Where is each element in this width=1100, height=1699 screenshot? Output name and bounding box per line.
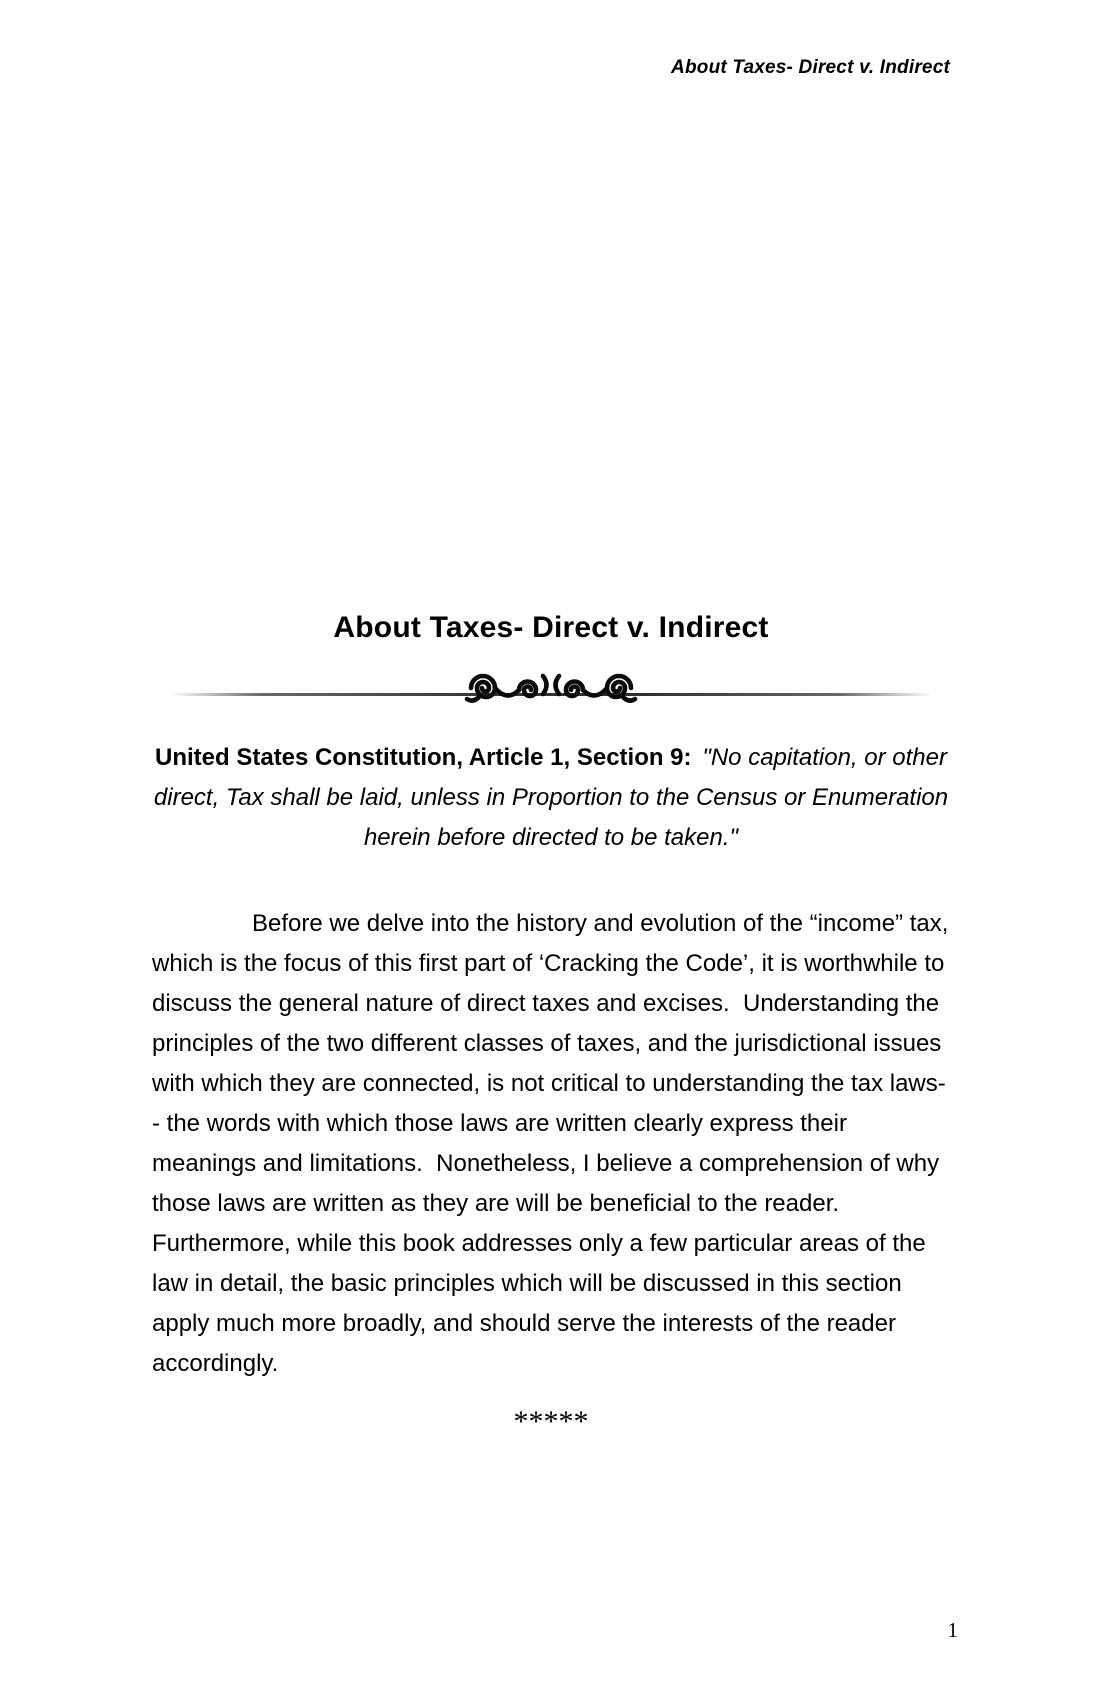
chapter-title: About Taxes- Direct v. Indirect (333, 611, 769, 644)
running-header: About Taxes- Direct v. Indirect (671, 57, 950, 78)
quote-source-label: United States Constitution, Article 1, Section 9: (155, 744, 692, 771)
quote-text: "No capitation, or other direct, Tax shall be laid, unless in Proportion to the Census or Enumeration herein before directed to be taken." (153, 744, 949, 851)
section-divider (152, 652, 950, 704)
flourish-divider-icon (463, 662, 639, 708)
page-number: 1 (947, 1618, 958, 1642)
body-paragraph: Before we delve into the history and evolution of the “income” tax, which is the focus of this first part of ‘Cracking the Code’, it is worthwhile to discuss the general nature of direct taxes and excises. Understanding the principles of the two different classes of taxes, and the jurisdictional issues with which they are connected, is not critical to understanding the tax laws-- the words with which those laws are written clearly express their meanings and limitations. Nonetheless, I believe a comprehension of why those laws are written as they are will be beneficial to the reader. Furthermore, while this book addresses only a few particular areas of the law in detail, the basic principles which will be discussed in this section apply much more broadly, and should serve the interests of the reader accordingly. (152, 910, 956, 1377)
asterisk-separator: ***** (513, 1405, 589, 1438)
constitution-quote (152, 738, 950, 858)
